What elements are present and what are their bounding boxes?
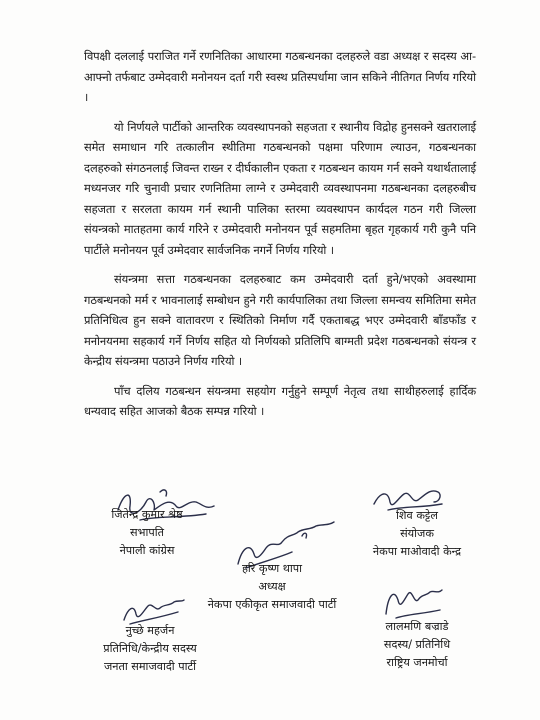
- signatory-party: नेपाली कांग्रेस: [119, 544, 175, 557]
- signatory-shiva: [342, 507, 492, 561]
- signatory-name: जितेन्द्र कुमार श्रेष्ठ: [111, 508, 183, 521]
- signatory-hari: [192, 560, 352, 614]
- paragraph-1: विपक्षी दललाई पराजित गर्ने रणनितिका आधारमा गठबन्धनका दलहरुले वडा अध्यक्ष र सदस्य आ-आफ्नो तर्फबाट उम्मेदवारी मनोनयन दर्ता गरी स्वस्थ प्रतिस्पर्धामा जान सकिने नीतिगत निर्णय गरियो ।: [84, 49, 476, 104]
- signatory-name: लालमणि बज्राडे: [385, 620, 449, 633]
- signatory-party: राष्ट्रिय जनमोर्चा: [386, 656, 448, 669]
- signatory-jitendra: [72, 506, 222, 560]
- signatory-party: नेकपा एकीकृत समाजवादी पार्टी: [207, 598, 337, 611]
- signatory-name: हरि कृष्ण थापा: [241, 562, 303, 575]
- signatory-lalmani: [342, 618, 492, 672]
- paragraph-3: संयन्त्रमा सत्ता गठबन्धनका दलहरुबाट कम उम्मेदवारी दर्ता हुने/भएको अवस्थामा गठबन्धनको मर्म र भावनालाई सम्बोधन हुने गरी कार्यपालिका तथा जिल्ला समन्वय समितिमा समेत प्रतिनिधित्व हुन सक्ने वातावरण र स्थितिको निर्माण गर्दै एकताबद्ध भएर उम्मेदवारी बाँडफाँड र मनोनयनमा सहकार्य गर्ने निर्णय सहित यो निर्णयको प्रतिलिपि बाग्मती प्रदेश गठबन्धनको संयन्त्र र केन्द्रीय संयन्त्रमा पठाउने निर्णय गरियो ।: [84, 272, 476, 368]
- signatory-title: प्रतिनिधि/केन्द्रीय सदस्य: [103, 642, 197, 655]
- paragraph-4: पाँच दलिय गठबन्धन संयन्त्रमा सहयोग गर्नुहुने सम्पूर्ण नेतृत्व तथा साथीहरुलाई हार्दिक धन्यवाद सहित आजको बैठक सम्पन्न गरियो ।: [84, 383, 476, 418]
- signatory-title: सदस्य/ प्रतिनिधि: [383, 638, 451, 651]
- signatory-party: नेकपा माओवादी केन्द्र: [372, 545, 462, 558]
- signatory-title: अध्यक्ष: [258, 580, 286, 593]
- paragraph-2: यो निर्णयले पार्टीको आन्तरिक व्यवस्थापनको सहजता र स्थानीय विद्रोह हुनसक्ने खतरालाई समेत समाधान गरि तत्कालीन स्थीतिमा गठबन्धनको पक्षमा परिणाम ल्याउन, गठबन्धनका दलहरुको संगठनलाई जिवन्त राख्न र दीर्घकालीन एकता र गठबन्धन कायम गर्न सक्ने यथार्थतालाई मध्यनजर गरि चुनावी प्रचार रणनितिमा लाग्ने र उम्मेदवारी व्यवस्थापनमा गठबन्धनका दलहरुबीच सहजता र सरलता कायम गर्न स्थानी पालिका स्तरमा व्यवस्थापन कार्यदल गठन गरी जिल्ला संयन्त्रको मातहतमा कार्य गरिने र उम्मेदवारी मनोनयन पूर्व सहमतिमा बृहत गृहकार्य गरी कुनै पनि पार्टीले मनोनयन पूर्व उम्मेदवार सार्वजनिक नगर्ने निर्णय गरियो ।: [84, 119, 476, 257]
- signatory-nuchche: [70, 622, 230, 676]
- signatory-name: शिव कट्टेल: [396, 509, 438, 522]
- signatory-title: सभापति: [130, 526, 164, 539]
- signatory-name: नुच्छे महर्जन: [125, 624, 175, 637]
- signatory-title: संयोजक: [400, 527, 434, 540]
- signatory-party: जनता समाजवादी पार्टी: [103, 660, 197, 673]
- decision-text: [84, 46, 476, 431]
